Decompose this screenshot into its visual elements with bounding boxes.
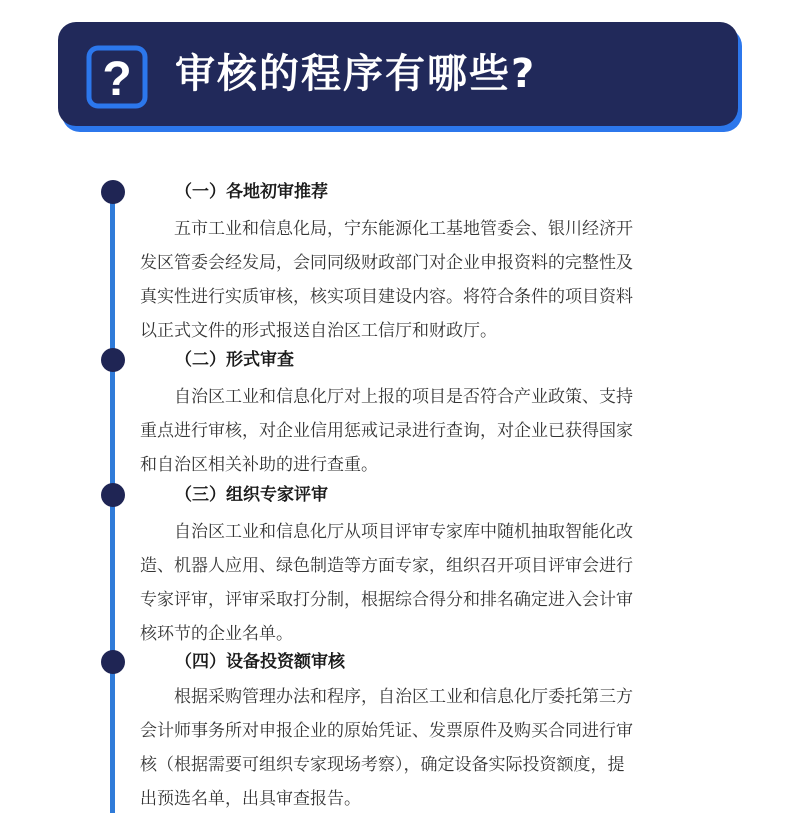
paragraph-line: 专家评审，评审采取打分制，根据综合得分和排名确定进入会计审 bbox=[140, 590, 633, 610]
section-paragraph bbox=[140, 515, 715, 651]
paragraph-line: 五市工业和信息化局，宁东能源化工基地管委会、银川经济开 bbox=[174, 219, 633, 239]
section-paragraph bbox=[140, 380, 715, 482]
svg-text:?: ? bbox=[102, 53, 132, 106]
timeline-dot bbox=[101, 180, 125, 204]
paragraph-line: 和自治区相关补助的进行查重。 bbox=[140, 455, 378, 475]
section-paragraph bbox=[140, 680, 715, 816]
paragraph-line: 会计师事务所对申报企业的原始凭证、发票原件及购买合同进行审 bbox=[140, 721, 633, 741]
question-mark-icon bbox=[86, 45, 148, 109]
paragraph-line: 自治区工业和信息化厅对上报的项目是否符合产业政策、支持 bbox=[174, 387, 633, 407]
section-paragraph bbox=[140, 212, 715, 348]
page-title: 审核的程序有哪些? bbox=[175, 51, 537, 97]
paragraph-line: 真实性进行实质审核，核实项目建设内容。将符合条件的项目资料 bbox=[140, 287, 633, 307]
section-heading: （二）形式审查 bbox=[175, 350, 294, 370]
timeline-dot bbox=[101, 483, 125, 507]
paragraph-line: 核环节的企业名单。 bbox=[140, 624, 293, 644]
timeline-dot bbox=[101, 348, 125, 372]
paragraph-line: 以正式文件的形式报送自治区工信厅和财政厅。 bbox=[140, 321, 497, 341]
paragraph-line: 出预选名单，出具审查报告。 bbox=[140, 789, 361, 809]
section-heading: （一）各地初审推荐 bbox=[175, 182, 328, 202]
timeline-dot bbox=[101, 650, 125, 674]
paragraph-line: 发区管委会经发局，会同同级财政部门对企业申报资料的完整性及 bbox=[140, 253, 633, 273]
paragraph-line: 根据采购管理办法和程序，自治区工业和信息化厅委托第三方 bbox=[174, 687, 633, 707]
paragraph-line: 重点进行审核，对企业信用惩戒记录进行查询，对企业已获得国家 bbox=[140, 421, 633, 441]
section-heading: （四）设备投资额审核 bbox=[175, 652, 345, 672]
paragraph-line: 自治区工业和信息化厅从项目评审专家库中随机抽取智能化改 bbox=[174, 522, 633, 542]
paragraph-line: 核（根据需要可组织专家现场考察），确定设备实际投资额度，提 bbox=[140, 755, 625, 775]
section-heading: （三）组织专家评审 bbox=[175, 485, 328, 505]
paragraph-line: 造、机器人应用、绿色制造等方面专家，组织召开项目评审会进行 bbox=[140, 556, 633, 576]
